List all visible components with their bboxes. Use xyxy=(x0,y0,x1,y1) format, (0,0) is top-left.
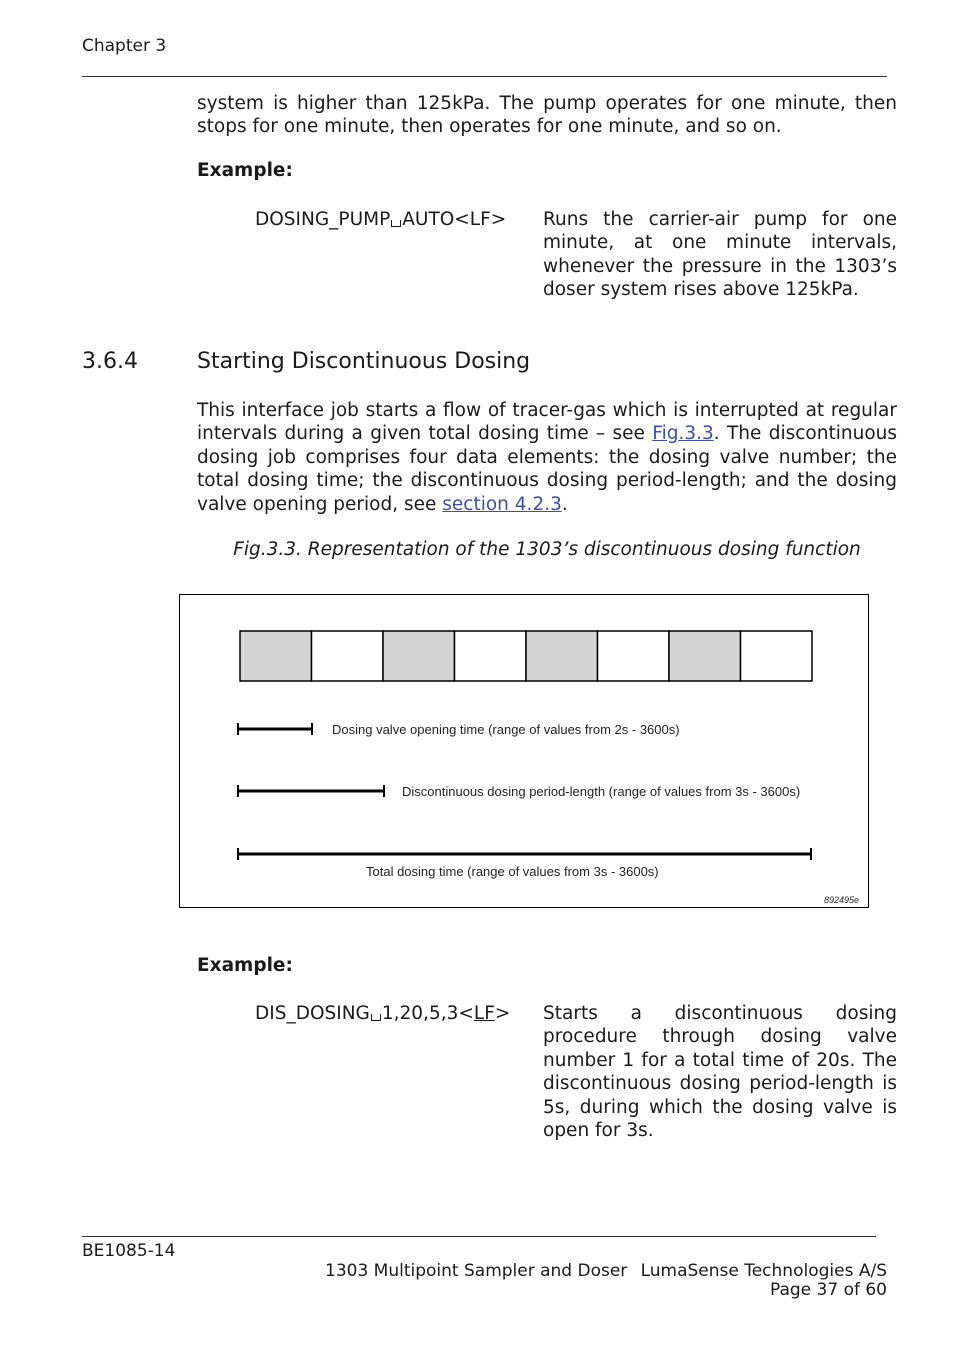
company-name: LumaSense Technologies A/S xyxy=(640,1261,887,1281)
header-rule xyxy=(82,76,887,77)
product-name: 1303 Multipoint Sampler and Doser xyxy=(325,1261,628,1281)
section-paragraph xyxy=(197,399,897,516)
period-length-bar xyxy=(238,785,384,797)
total-time-label: Total dosing time (range of values from 3s - 3600s) xyxy=(366,864,659,879)
space-symbol-icon xyxy=(371,1014,381,1021)
opening-time-label: Dosing valve opening time (range of values from 2s - 3600s) xyxy=(332,722,680,737)
chapter-header: Chapter 3 xyxy=(82,36,167,56)
valve-closed-cell xyxy=(312,631,384,681)
example-description: Runs the carrier-air pump for one minute, at one minute intervals, whenever the pressure in the 1303’s doser system rises above 125kPa. xyxy=(543,209,897,301)
space-symbol-icon xyxy=(391,220,401,227)
period-length-label: Discontinuous dosing period-length (range of values from 3s - 3600s) xyxy=(402,784,801,799)
dosing-cells xyxy=(240,631,812,681)
doc-id: BE1085-14 xyxy=(82,1241,176,1261)
total-time-bar xyxy=(238,848,811,860)
figure-box xyxy=(179,594,869,908)
command-part: DOSING_PUMP xyxy=(255,209,391,230)
example-label: Example: xyxy=(197,160,293,181)
paragraph-text: This interface job starts a flow of tracer-gas which is interrupted at regular intervals during a given total dosing time – see xyxy=(197,400,897,445)
paragraph-text: . xyxy=(561,493,568,515)
figure-code: 892495e xyxy=(824,895,860,905)
dosing-diagram xyxy=(180,595,868,907)
footer-rule xyxy=(82,1236,876,1237)
intro-paragraph: system is higher than 125kPa. The pump operates for one minute, then stops for one minute, then operates for one minute, and so on. xyxy=(197,93,897,138)
example-command xyxy=(255,1002,510,1025)
valve-open-cell xyxy=(240,631,312,681)
paragraph-text: . The discontinuous dosing job comprises four data elements: the dosing valve number; the total dosing time; the discontinuous dosing period-length; and the dosing valve opening period, see xyxy=(197,423,898,515)
valve-closed-cell xyxy=(741,631,813,681)
section-title: Starting Discontinuous Dosing xyxy=(197,349,531,374)
example-command xyxy=(255,208,506,231)
command-part: 1,20,5,3< xyxy=(381,1003,474,1024)
command-part: AUTO<LF> xyxy=(402,209,507,230)
command-part: DIS_DOSING xyxy=(255,1003,370,1024)
section-number: 3.6.4 xyxy=(82,349,138,374)
page-number: Page 37 of 60 xyxy=(769,1280,887,1300)
example-label: Example: xyxy=(197,955,293,976)
valve-open-cell xyxy=(383,631,455,681)
figure-link[interactable]: Fig.3.3 xyxy=(652,423,714,445)
valve-open-cell xyxy=(669,631,741,681)
command-part: LF xyxy=(473,1003,495,1024)
figure-caption: Fig.3.3. Representation of the 1303’s discontinuous dosing function xyxy=(233,539,861,560)
example-description: Starts a discontinuous dosing procedure through dosing valve number 1 for a total time of 20s. The discontinuous dosing period-length is 5s, during which the dosing valve is open for 3s. xyxy=(543,1003,897,1142)
valve-closed-cell xyxy=(455,631,527,681)
valve-open-cell xyxy=(526,631,598,681)
valve-closed-cell xyxy=(598,631,670,681)
command-part: > xyxy=(494,1003,511,1024)
opening-time-bar xyxy=(238,723,312,735)
section-link[interactable]: section 4.2.3 xyxy=(442,493,562,515)
